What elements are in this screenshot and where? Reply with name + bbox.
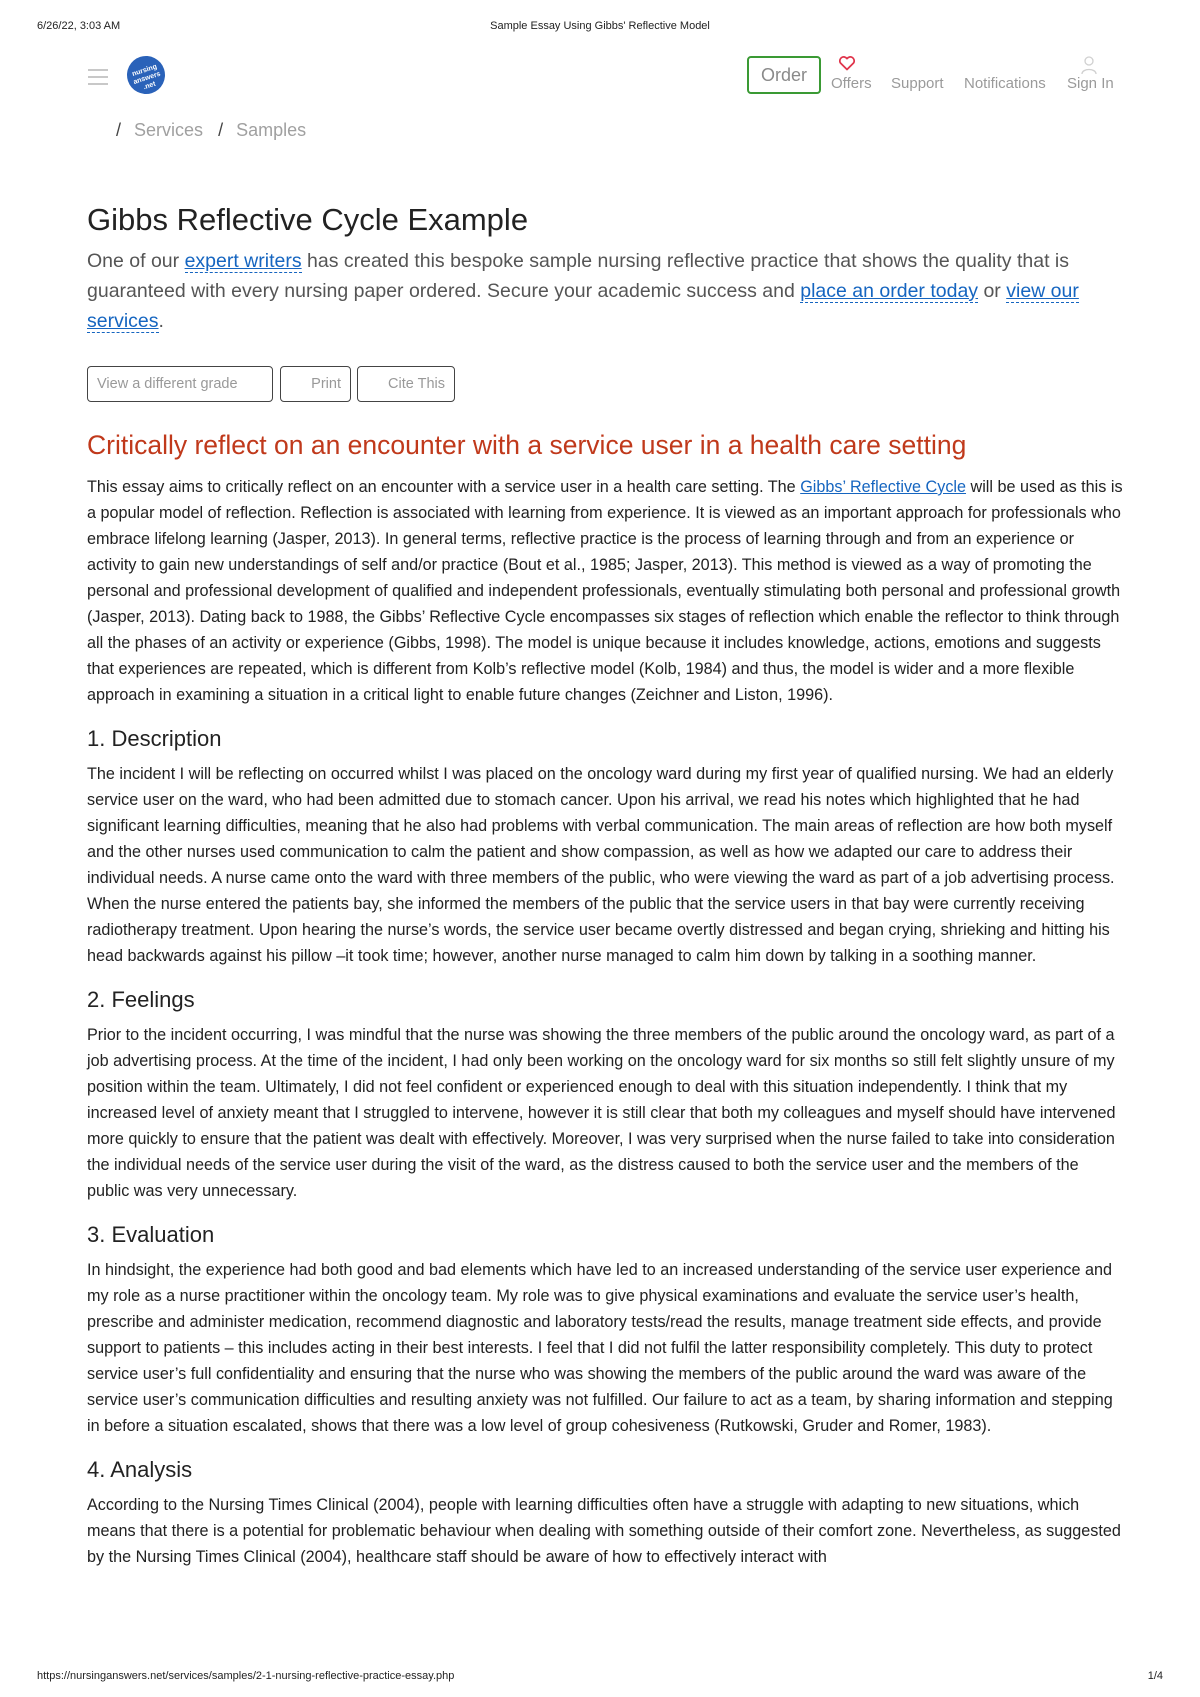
notifications-link[interactable]: Notifications bbox=[964, 75, 1046, 92]
site-logo[interactable] bbox=[122, 51, 170, 99]
print-header bbox=[37, 20, 1163, 36]
breadcrumb-services[interactable]: Services bbox=[134, 120, 204, 140]
breadcrumb-separator: / bbox=[116, 120, 122, 140]
section-paragraph-feelings: Prior to the incident occurring, I was mindful that the nurse was showing the three members of the public around the oncology ward, as part of a job advertising process. At the time of the incident, I had only been working on the oncology ward for six months so still felt slightly unsure of my position within the team. Ultimately, I did not feel confident or experienced enough to deal with this situation independently. I think that my increased level of anxiety meant that I struggled to intervene, however it is still clear that both my colleagues and myself should have intervened more quickly to ensure that the patient was dealt with effectively. Moreover, I was very surprised when the nurse failed to take into consideration the individual needs of the service user during the visit of the ward, as the distress caused to both the service user and the members of the public was very unnecessary. bbox=[87, 1026, 1116, 1200]
section-paragraph-evaluation: In hindsight, the experience had both good and bad elements which have led to an increased understanding of the service user experience and my role as a nurse practitioner within the oncology team. My role was to give physical examinations and evaluate the service user’s health, prescribe and administer medication, recommend diagnostic and laboratory tests/read the results, manage treatment side effects, and provide support to patients – this includes acting in their best interests. I feel that I did not fulfil the latter responsibility completely. This duty to protect service user’s full confidentiality and ensuring that the nurse who was showing the members of the public around the ward was aware of the service user’s communication difficulties and resulting anxiety was not fulfilled. Our failure to act as a team, by sharing information and stepping in before a situation escalated, shows that there was a low level of group cohesiveness (Rutkowski, Gruder and Romer, 1983). bbox=[87, 1261, 1113, 1435]
intro-text: has created this bespoke sample nursing reflective practice that shows the quality that is guaranteed with every nursing paper ordered. Secure your academic success and bbox=[87, 250, 1069, 302]
page-title: Gibbs Reflective Cycle Example bbox=[87, 202, 529, 237]
sign-in-link[interactable]: Sign In bbox=[1067, 75, 1114, 92]
print-button[interactable]: Print bbox=[280, 366, 351, 402]
page-intro bbox=[87, 246, 1123, 336]
cite-button[interactable]: Cite This bbox=[357, 366, 455, 402]
expert-writers-link[interactable]: expert writers bbox=[184, 250, 302, 272]
print-page-number: 1/4 bbox=[1147, 1670, 1163, 1682]
support-link[interactable]: Support bbox=[891, 75, 944, 92]
breadcrumb-separator: / bbox=[218, 120, 224, 140]
order-button[interactable]: Order bbox=[747, 56, 821, 94]
essay-intro-paragraph bbox=[87, 474, 1123, 708]
print-url: https://nursinganswers.net/services/samples/2-1-nursing-reflective-practice-essay.php bbox=[37, 1670, 455, 1682]
essay-toolbar bbox=[87, 366, 1123, 402]
essay-title: Critically reflect on an encounter with a service user in a health care setting bbox=[87, 430, 967, 460]
paragraph-text: will be used as this is a popular model of reflection. Reflection is associated with learning from experience. It is viewed as an important approach for professionals who embrace lifelong learning (Jasper, 2013). In general terms, reflective practice is the process of learning through and from an experience or activity to gain new understandings of self and/or practice (Bout et al., 1985; Jasper, 2013). This method is viewed as a way of promoting the personal and professional development of qualified and independent professionals, eventually stimulating both personal and professional growth (Jasper, 2013). Dating back to 1988, the Gibbs’ Reflective Cycle encompasses six stages of reflection which enable the reflector to think through all the phases of an activity or experience (Gibbs, 1998). The model is unique because it includes knowledge, actions, emotions and suggests that experiences are repeated, which is different from Kolb’s reflective model (Kolb, 1984) and thus, the model is wider and a more flexible approach in examining a situation in a critical light to enable future changes (Zeichner and Liston, 1996). bbox=[87, 478, 1123, 704]
intro-text: or bbox=[978, 280, 1007, 302]
offers-link[interactable]: Offers bbox=[831, 75, 872, 92]
logo-text: nursing answers .net bbox=[131, 63, 162, 92]
menu-icon[interactable] bbox=[88, 69, 108, 85]
section-heading-description: 1. Description bbox=[87, 726, 222, 751]
intro-text: . bbox=[158, 310, 164, 332]
intro-text: One of our bbox=[87, 250, 185, 272]
grade-select[interactable]: View a different grade bbox=[87, 366, 273, 402]
gibbs-cycle-link[interactable]: Gibbs’ Reflective Cycle bbox=[800, 478, 967, 496]
user-icon[interactable] bbox=[1080, 55, 1098, 75]
print-datetime: 6/26/22, 3:03 AM bbox=[37, 20, 121, 32]
print-doc-title: Sample Essay Using Gibbs' Reflective Model bbox=[490, 20, 710, 32]
breadcrumb bbox=[116, 120, 316, 141]
breadcrumb-samples[interactable]: Samples bbox=[236, 120, 307, 140]
section-paragraph-description: The incident I will be reflecting on occurred whilst I was placed on the oncology ward during my first year of qualified nursing. We had an elderly service user on the ward, who had been admitted due to stomach cancer. Upon his arrival, we read his notes which highlighted that he had significant learning difficulties, meaning that he also had problems with verbal communication. The main areas of reflection are how both myself and the other nurses used communication to calm the patient and show compassion, as well as how we adapted our care to address their individual needs. A nurse came onto the ward with three members of the public, who were viewing the ward as part of a job advertising process. When the nurse entered the patients bay, she informed the members of the public that the service users in that bay were currently receiving radiotherapy treatment. Upon hearing the nurse’s words, the service user became overtly distressed and began crying, shrieking and hitting his head backwards against his pillow –it took time; however, another nurse managed to calm him down by talking in a soothing manner. bbox=[87, 765, 1115, 965]
main-content bbox=[87, 200, 1123, 1570]
top-navbar bbox=[0, 50, 1200, 110]
paragraph-text: This essay aims to critically reflect on an encounter with a service user in a health care setting. The bbox=[87, 478, 801, 496]
section-heading-evaluation: 3. Evaluation bbox=[87, 1222, 215, 1247]
place-order-link[interactable]: place an order today bbox=[800, 280, 979, 302]
section-heading-analysis: 4. Analysis bbox=[87, 1457, 193, 1482]
section-heading-feelings: 2. Feelings bbox=[87, 987, 195, 1012]
heart-icon[interactable] bbox=[838, 55, 856, 71]
view-services-link[interactable]: view our services bbox=[87, 280, 1079, 332]
section-paragraph-analysis: According to the Nursing Times Clinical (2004), people with learning difficulties often have a struggle with adapting to new situations, which means that there is a potential for problematic behaviour when dealing with something outside of their comfort zone. Nevertheless, as suggested by the Nursing Times Clinical (2004), healthcare staff should be aware of how to effectively interact with bbox=[87, 1496, 1121, 1566]
print-footer bbox=[37, 1670, 1163, 1684]
